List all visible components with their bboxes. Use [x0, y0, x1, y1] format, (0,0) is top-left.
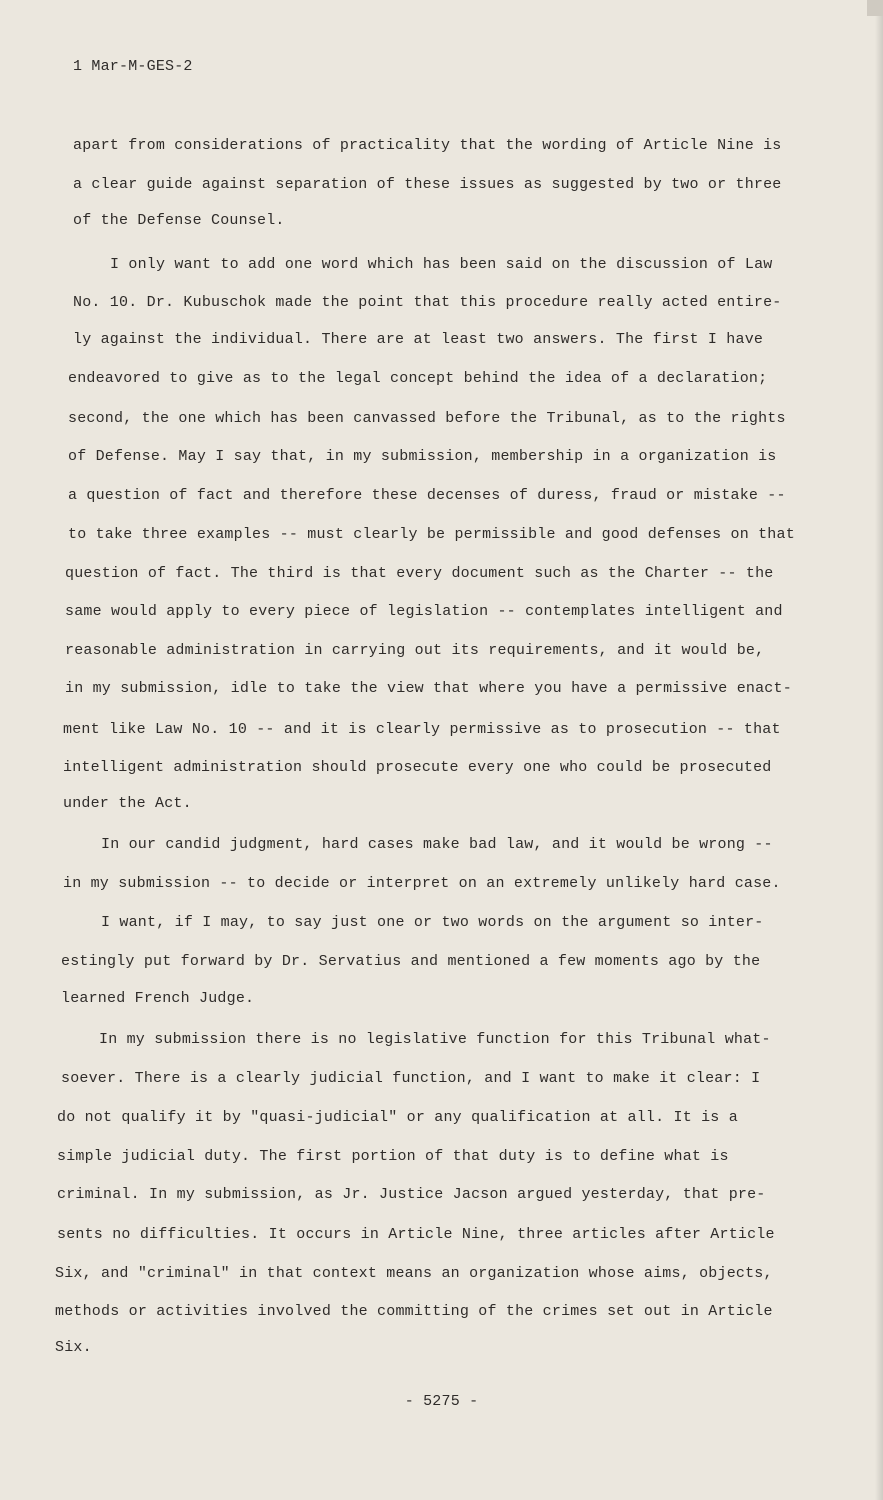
text-line: sents no difficulties. It occurs in Article Nine, three articles after Article — [57, 1226, 775, 1243]
text-line: simple judicial duty. The first portion of that duty is to define what is — [57, 1148, 729, 1165]
text-line: second, the one which has been canvassed before the Tribunal, as to the rights — [68, 410, 786, 427]
text-line: a clear guide against separation of these issues as suggested by two or three — [73, 176, 782, 193]
page-corner-mark — [867, 0, 883, 16]
document-reference: 1 Mar-M-GES-2 — [73, 58, 193, 75]
text-line: soever. There is a clearly judicial function, and I want to make it clear: I — [61, 1070, 761, 1087]
text-line: ly against the individual. There are at least two answers. The first I have — [73, 331, 764, 348]
text-line: intelligent administration should prosecute every one who could be prosecuted — [63, 759, 772, 776]
text-line: No. 10. Dr. Kubuschok made the point that this procedure really acted entire- — [73, 294, 782, 311]
text-line: in my submission, idle to take the view that where you have a permissive enact- — [65, 680, 792, 697]
text-line: endeavored to give as to the legal concept behind the idea of a declaration; — [68, 370, 768, 387]
text-line: I want, if I may, to say just one or two words on the argument so inter- — [101, 914, 764, 931]
text-line: under the Act. — [63, 795, 192, 812]
text-line: Six. — [55, 1339, 92, 1356]
text-line: question of fact. The third is that every document such as the Charter -- the — [65, 565, 774, 582]
text-line: a question of fact and therefore these decenses of duress, fraud or mistake -- — [68, 487, 786, 504]
page-edge-shadow — [875, 0, 883, 1500]
text-line: to take three examples -- must clearly be permissible and good defenses on that — [68, 526, 795, 543]
text-line: Six, and "criminal" in that context means an organization whose aims, objects, — [55, 1265, 773, 1282]
text-line: criminal. In my submission, as Jr. Justice Jacson argued yesterday, that pre- — [57, 1186, 766, 1203]
text-line: in my submission -- to decide or interpret on an extremely unlikely hard case. — [63, 875, 781, 892]
text-line: reasonable administration in carrying out its requirements, and it would be, — [65, 642, 765, 659]
text-line: of the Defense Counsel. — [73, 212, 285, 229]
text-line: of Defense. May I say that, in my submission, membership in a organization is — [68, 448, 777, 465]
text-line: methods or activities involved the committing of the crimes set out in Article — [55, 1303, 773, 1320]
text-line: learned French Judge. — [61, 990, 255, 1007]
text-line: ment like Law No. 10 -- and it is clearly permissive as to prosecution -- that — [63, 721, 781, 738]
page-number: - 5275 - — [404, 1393, 479, 1410]
text-line: apart from considerations of practicality that the wording of Article Nine is — [73, 137, 782, 154]
text-line: In my submission there is no legislative function for this Tribunal what- — [99, 1031, 771, 1048]
text-line: In our candid judgment, hard cases make bad law, and it would be wrong -- — [101, 836, 773, 853]
text-line: estingly put forward by Dr. Servatius and mentioned a few moments ago by the — [61, 953, 761, 970]
text-line: I only want to add one word which has been said on the discussion of Law — [110, 256, 773, 273]
text-line: do not qualify it by "quasi-judicial" or any qualification at all. It is a — [57, 1109, 738, 1126]
text-line: same would apply to every piece of legislation -- contemplates intelligent and — [65, 603, 783, 620]
